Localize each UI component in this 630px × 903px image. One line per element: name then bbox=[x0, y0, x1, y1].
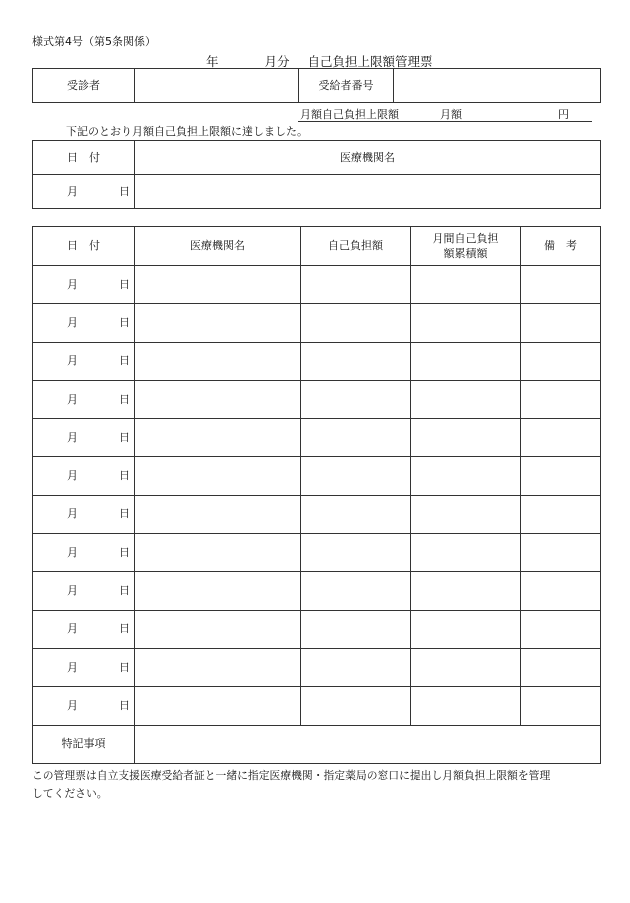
day-label: 日 bbox=[119, 660, 130, 674]
month-label: 月 bbox=[67, 469, 78, 483]
row-date-cell[interactable] bbox=[33, 572, 135, 610]
row-date-cell[interactable] bbox=[33, 419, 135, 457]
month-label: 月 bbox=[67, 315, 78, 329]
row-remarks-field[interactable] bbox=[521, 419, 601, 457]
limit-monthly-label: 月額 bbox=[440, 108, 462, 121]
row-remarks-field[interactable] bbox=[521, 342, 601, 380]
row-remarks-field[interactable] bbox=[521, 572, 601, 610]
row-cumulative-field[interactable] bbox=[411, 304, 521, 342]
month-label: 月 bbox=[67, 660, 78, 674]
day-label: 日 bbox=[119, 584, 130, 598]
cumulative-header-line1: 月間自己負担 bbox=[432, 232, 499, 245]
day-label: 日 bbox=[119, 315, 130, 329]
row-self-pay-field[interactable] bbox=[301, 419, 411, 457]
day-label: 日 bbox=[119, 545, 130, 559]
row-cumulative-field[interactable] bbox=[411, 419, 521, 457]
row-date-cell[interactable] bbox=[33, 266, 135, 304]
row-remarks-field[interactable] bbox=[521, 457, 601, 495]
row-institution-field[interactable] bbox=[135, 572, 301, 610]
main-table bbox=[32, 226, 601, 764]
table-row bbox=[33, 266, 601, 304]
row-institution-field[interactable] bbox=[135, 687, 301, 725]
row-remarks-field[interactable] bbox=[521, 534, 601, 572]
row-remarks-field[interactable] bbox=[521, 304, 601, 342]
row-cumulative-field[interactable] bbox=[411, 495, 521, 533]
table-row bbox=[33, 687, 601, 725]
table-row bbox=[33, 457, 601, 495]
row-remarks-field[interactable] bbox=[521, 495, 601, 533]
patient-field[interactable] bbox=[135, 69, 299, 103]
main-cumulative-header bbox=[411, 227, 521, 266]
row-date-cell[interactable] bbox=[33, 457, 135, 495]
recipient-number-field[interactable] bbox=[394, 69, 601, 103]
row-date-cell[interactable] bbox=[33, 648, 135, 686]
row-date-cell[interactable] bbox=[33, 610, 135, 648]
table-row bbox=[33, 304, 601, 342]
row-remarks-field[interactable] bbox=[521, 610, 601, 648]
month-label: 月 bbox=[67, 507, 78, 521]
month-label: 月 bbox=[67, 430, 78, 444]
row-self-pay-field[interactable] bbox=[301, 610, 411, 648]
cumulative-header-line2: 額累積額 bbox=[443, 247, 488, 260]
row-date-cell[interactable] bbox=[33, 304, 135, 342]
table-row bbox=[33, 534, 601, 572]
row-cumulative-field[interactable] bbox=[411, 687, 521, 725]
row-cumulative-field[interactable] bbox=[411, 572, 521, 610]
reached-institution-field[interactable] bbox=[135, 175, 601, 209]
row-cumulative-field[interactable] bbox=[411, 266, 521, 304]
reached-date-header: 日 付 bbox=[33, 141, 135, 175]
day-label: 日 bbox=[119, 392, 130, 406]
row-institution-field[interactable] bbox=[135, 380, 301, 418]
reached-table bbox=[32, 140, 601, 209]
row-self-pay-field[interactable] bbox=[301, 304, 411, 342]
table-row bbox=[33, 380, 601, 418]
title-year: 年 bbox=[206, 54, 219, 69]
row-date-cell[interactable] bbox=[33, 534, 135, 572]
limit-label: 月額自己負担上限額 bbox=[300, 108, 399, 121]
month-label: 月 bbox=[67, 392, 78, 406]
day-label: 日 bbox=[119, 622, 130, 636]
day-label: 日 bbox=[119, 354, 130, 368]
row-self-pay-field[interactable] bbox=[301, 495, 411, 533]
month-label: 月 bbox=[67, 184, 78, 198]
row-institution-field[interactable] bbox=[135, 610, 301, 648]
row-self-pay-field[interactable] bbox=[301, 534, 411, 572]
month-label: 月 bbox=[67, 584, 78, 598]
month-label: 月 bbox=[67, 622, 78, 636]
table-row bbox=[33, 342, 601, 380]
row-remarks-field[interactable] bbox=[521, 648, 601, 686]
row-institution-field[interactable] bbox=[135, 342, 301, 380]
special-notes-field[interactable] bbox=[135, 725, 601, 763]
row-cumulative-field[interactable] bbox=[411, 610, 521, 648]
reached-institution-header: 医療機関名 bbox=[135, 141, 601, 175]
table-row bbox=[33, 419, 601, 457]
row-cumulative-field[interactable] bbox=[411, 380, 521, 418]
day-label: 日 bbox=[119, 507, 130, 521]
row-self-pay-field[interactable] bbox=[301, 457, 411, 495]
row-remarks-field[interactable] bbox=[521, 380, 601, 418]
row-institution-field[interactable] bbox=[135, 495, 301, 533]
day-label: 日 bbox=[119, 430, 130, 444]
table-row bbox=[33, 648, 601, 686]
main-date-header: 日 付 bbox=[33, 227, 135, 266]
title-main: 自己負担上限額管理票 bbox=[307, 54, 433, 69]
row-self-pay-field[interactable] bbox=[301, 342, 411, 380]
row-date-cell[interactable] bbox=[33, 495, 135, 533]
day-label: 日 bbox=[119, 184, 130, 198]
table-row bbox=[33, 572, 601, 610]
main-institution-header: 医療機関名 bbox=[135, 227, 301, 266]
recipient-table bbox=[32, 68, 601, 103]
row-institution-field[interactable] bbox=[135, 266, 301, 304]
row-date-cell[interactable] bbox=[33, 380, 135, 418]
recipient-number-label: 受給者番号 bbox=[299, 69, 394, 103]
month-label: 月 bbox=[67, 545, 78, 559]
table-row bbox=[33, 610, 601, 648]
day-label: 日 bbox=[119, 277, 130, 291]
month-label: 月 bbox=[67, 277, 78, 291]
row-self-pay-field[interactable] bbox=[301, 687, 411, 725]
row-cumulative-field[interactable] bbox=[411, 342, 521, 380]
row-remarks-field[interactable] bbox=[521, 266, 601, 304]
footer-note-line1: この管理票は自立支援医療受給者証と一緒に指定医療機関・指定薬局の窓口に提出し月額負担上限額を管理 bbox=[32, 769, 551, 782]
special-notes-label: 特記事項 bbox=[33, 725, 135, 763]
row-institution-field[interactable] bbox=[135, 534, 301, 572]
reached-date-cell[interactable] bbox=[33, 175, 135, 209]
day-label: 日 bbox=[119, 469, 130, 483]
row-cumulative-field[interactable] bbox=[411, 648, 521, 686]
row-self-pay-field[interactable] bbox=[301, 380, 411, 418]
row-institution-field[interactable] bbox=[135, 457, 301, 495]
month-label: 月 bbox=[67, 698, 78, 712]
limit-yen-label: 円 bbox=[558, 108, 569, 121]
row-self-pay-field[interactable] bbox=[301, 266, 411, 304]
main-self-pay-header: 自己負担額 bbox=[301, 227, 411, 266]
row-remarks-field[interactable] bbox=[521, 687, 601, 725]
row-date-cell[interactable] bbox=[33, 342, 135, 380]
table-row bbox=[33, 495, 601, 533]
row-cumulative-field[interactable] bbox=[411, 457, 521, 495]
row-date-cell[interactable] bbox=[33, 687, 135, 725]
main-remarks-header: 備 考 bbox=[521, 227, 601, 266]
patient-label: 受診者 bbox=[33, 69, 135, 103]
row-self-pay-field[interactable] bbox=[301, 572, 411, 610]
month-label: 月 bbox=[67, 354, 78, 368]
form-number: 様式第4号（第5条関係） bbox=[32, 35, 156, 48]
day-label: 日 bbox=[119, 698, 130, 712]
row-institution-field[interactable] bbox=[135, 419, 301, 457]
row-institution-field[interactable] bbox=[135, 648, 301, 686]
limit-underline bbox=[298, 121, 592, 122]
title-month: 月分 bbox=[264, 54, 290, 69]
row-self-pay-field[interactable] bbox=[301, 648, 411, 686]
reached-note: 下記のとおり月額自己負担上限額に達しました。 bbox=[66, 125, 308, 138]
footer-note-line2: してください。 bbox=[32, 787, 108, 800]
row-institution-field[interactable] bbox=[135, 304, 301, 342]
row-cumulative-field[interactable] bbox=[411, 534, 521, 572]
